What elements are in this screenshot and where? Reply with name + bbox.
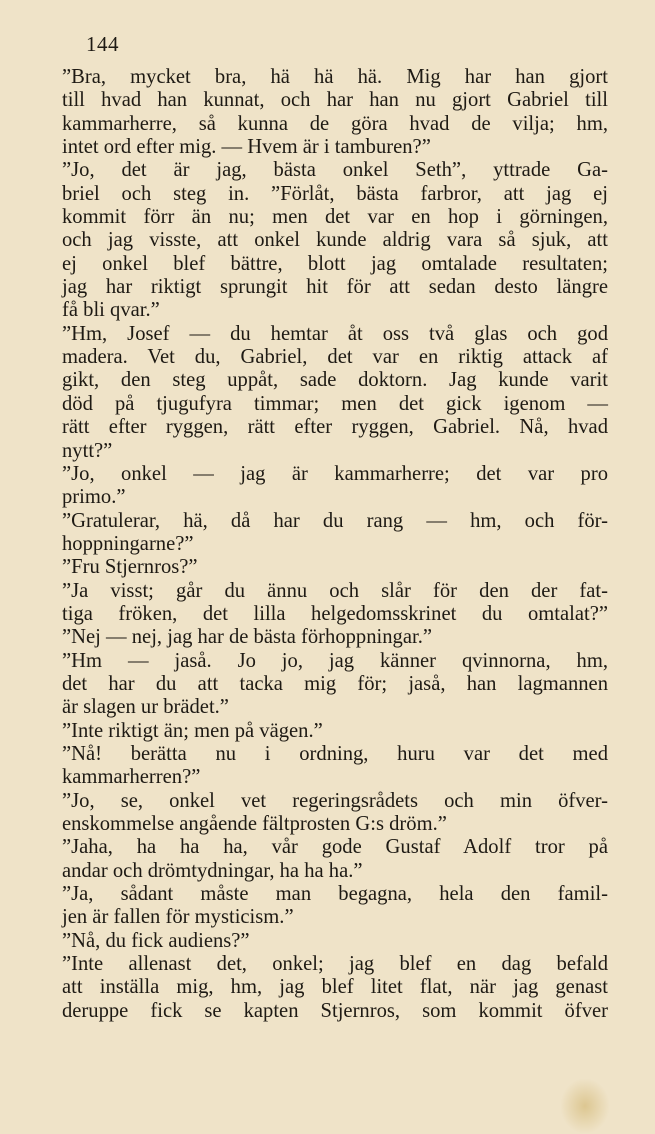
body-text: [62, 66, 608, 1023]
text-line: jag har riktigt sprungit hit för att sedan desto längre: [62, 276, 608, 299]
text-line: ”Nå, du fick audiens?”: [62, 929, 250, 952]
text-line: är slagen ur brädet.”: [62, 696, 229, 719]
page-number: 144: [86, 32, 119, 56]
text-line: nytt?”: [62, 439, 113, 462]
text-line: enskommelse angående fältprosten G:s dröm.”: [62, 813, 447, 835]
text-line: ”Nå! berätta nu i ordning, huru var det med: [62, 742, 608, 765]
text-line: få bli qvar.”: [62, 299, 160, 322]
text-line: intet ord efter mig. — Hvem är i tamburen?”: [62, 136, 431, 159]
text-line: det har du att tacka mig för; jaså, han lagmannen: [62, 672, 608, 695]
text-line: ”Jo, det är jag, bästa onkel Seth”, yttrade Ga-: [62, 159, 608, 182]
text-line: hoppningarne?”: [62, 532, 194, 555]
text-line: deruppe fick se kapten Stjernros, som kommit öfver: [62, 999, 608, 1022]
text-line: rätt efter ryggen, rätt efter ryggen, Gabriel. Nå, hvad: [62, 416, 608, 439]
text-line: ”Inte riktigt än; men på vägen.”: [62, 719, 323, 742]
paper-stain: [560, 1078, 610, 1134]
text-line: gikt, den steg uppåt, sade doktorn. Jag kunde varit: [62, 369, 608, 392]
text-line: jen är fallen för mysticism.”: [62, 906, 294, 929]
text-line: andar och drömtydningar, ha ha ha.”: [62, 859, 363, 882]
text-line: ”Ja visst; går du ännu och slår för den der fat-: [62, 579, 608, 602]
text-line: ”Jaha, ha ha ha, vår gode Gustaf Adolf tror på: [62, 836, 608, 859]
text-line: madera. Vet du, Gabriel, det var en riktig attack af: [62, 346, 608, 369]
text-line: och jag visste, att onkel kunde aldrig vara så sjuk, att: [62, 229, 608, 252]
text-line: briel och steg in. ”Förlåt, bästa farbror, att jag ej: [62, 182, 608, 205]
text-line: ”Fru Stjernros?”: [62, 556, 198, 579]
text-line: ”Hm, Josef — du hemtar åt oss två glas och god: [62, 322, 608, 345]
text-line: kammarherren?”: [62, 766, 201, 789]
text-line: till hvad han kunnat, och har han nu gjort Gabriel till: [62, 89, 608, 112]
text-line: kommit förr än nu; men det var en hop i görningen,: [62, 206, 608, 229]
text-line: ”Bra, mycket bra, hä hä hä. Mig har han gjort: [62, 66, 608, 88]
text-line: ej onkel blef bättre, blott jag omtalade resultaten;: [62, 252, 608, 275]
text-line: ”Ja, sådant måste man begagna, hela den famil-: [62, 883, 608, 906]
text-line: primo.”: [62, 486, 126, 509]
text-line: att inställa mig, hm, jag blef litet flat, när jag genast: [62, 976, 608, 999]
text-line: död på tjugufyra timmar; men det gick igenom —: [62, 392, 608, 415]
text-line: ”Jo, onkel — jag är kammarherre; det var pro: [62, 462, 608, 485]
text-line: kammarherre, så kunna de göra hvad de vilja; hm,: [62, 112, 608, 135]
text-line: ”Nej — nej, jag har de bästa förhoppningar.”: [62, 626, 432, 649]
text-line: ”Hm — jaså. Jo jo, jag känner qvinnorna, hm,: [62, 649, 608, 672]
text-line: tiga fröken, det lilla helgedomsskrinet du omtalat?”: [62, 602, 608, 625]
text-line: ”Inte allenast det, onkel; jag blef en dag befald: [62, 953, 608, 976]
text-line: ”Jo, se, onkel vet regeringsrådets och min öfver-: [62, 789, 608, 812]
text-line: ”Gratulerar, hä, då har du rang — hm, och för-: [62, 509, 608, 532]
